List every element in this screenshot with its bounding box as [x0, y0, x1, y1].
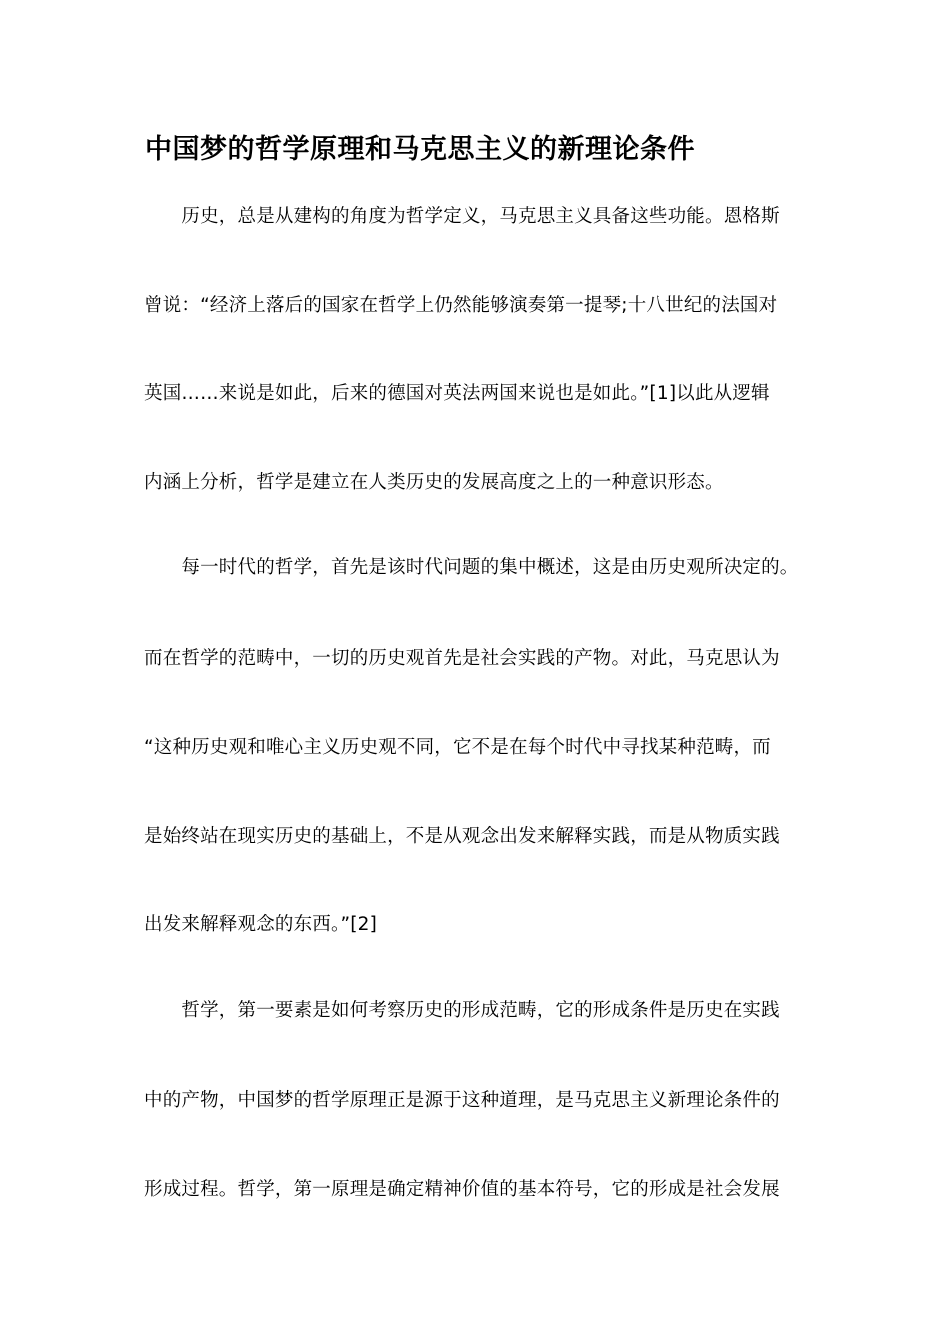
text-line: 中的产物，中国梦的哲学原理正是源于这种道理，是马克思主义新理论条件的 [144, 1090, 780, 1111]
text-line: “这种历史观和唯心主义历史观不同，它不是在每个时代中寻找某种范畴，而 [144, 737, 771, 758]
text-line: 是始终站在现实历史的基础上，不是从观念出发来解释实践，而是从物质实践 [144, 826, 780, 847]
text-line: 哲学，第一要素是如何考察历史的形成范畴，它的形成条件是历史在实践 [144, 1000, 780, 1021]
text-line: 内涵上分析，哲学是建立在人类历史的发展高度之上的一种意识形态。 [144, 472, 724, 493]
text-line: 曾说：“经济上落后的国家在哲学上仍然能够演奏第一提琴;十八世纪的法国对 [144, 295, 778, 316]
text-line: 形成过程。哲学，第一原理是确定精神价值的基本符号，它的形成是社会发展 [144, 1179, 780, 1200]
text-line: 每一时代的哲学，首先是该时代问题的集中概述，这是由历史观所决定的。 [144, 557, 799, 578]
text-line: 英国……来说是如此，后来的德国对英法两国来说也是如此。”[1]以此从逻辑 [144, 383, 770, 404]
text-line: 而在哲学的范畴中，一切的历史观首先是社会实践的产物。对此，马克思认为 [144, 648, 780, 669]
text-line: 历史，总是从建构的角度为哲学定义，马克思主义具备这些功能。恩格斯 [144, 206, 780, 227]
text-line: 出发来解释观念的东西。”[2] [144, 914, 378, 935]
document-title: 中国梦的哲学原理和马克思主义的新理论条件 [145, 134, 695, 165]
